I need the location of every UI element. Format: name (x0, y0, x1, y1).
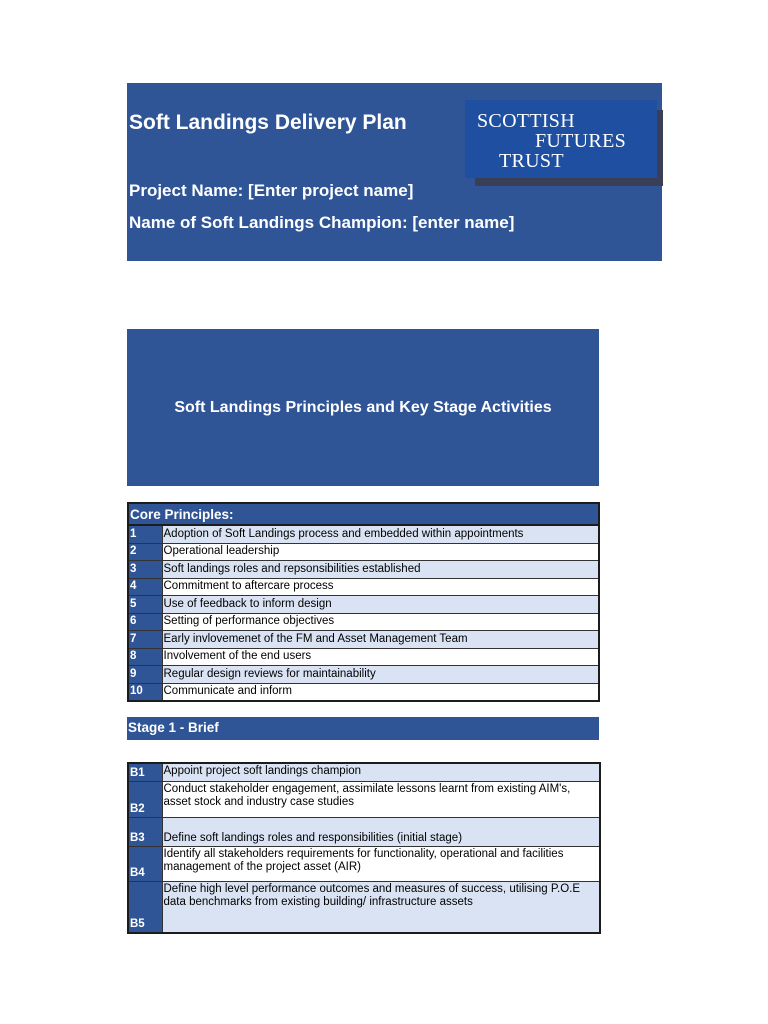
table-row (128, 781, 600, 817)
table-row (128, 578, 599, 596)
table-row (128, 648, 599, 666)
principle-text: Use of feedback to inform design (162, 596, 599, 614)
principle-number: 9 (128, 666, 162, 684)
principle-text: Early invlovemenet of the FM and Asset Management Team (162, 631, 599, 649)
table-row (128, 881, 600, 933)
table-row (128, 666, 599, 684)
principle-number: 3 (128, 561, 162, 579)
activity-text: Define soft landings roles and responsibilities (initial stage) (162, 817, 600, 846)
table-row (128, 817, 600, 846)
activity-code: B3 (128, 817, 162, 846)
scottish-futures-trust-logo (465, 100, 657, 178)
table-row (128, 763, 600, 781)
activity-code: B4 (128, 846, 162, 881)
table-row (128, 561, 599, 579)
principle-number: 4 (128, 578, 162, 596)
document-title: Soft Landings Delivery Plan (129, 111, 407, 134)
table-row (128, 525, 599, 543)
principle-text: Commitment to aftercare process (162, 578, 599, 596)
activity-code: B2 (128, 781, 162, 817)
principle-number: 10 (128, 683, 162, 701)
principle-text: Communicate and inform (162, 683, 599, 701)
principle-number: 5 (128, 596, 162, 614)
principle-text: Involvement of the end users (162, 648, 599, 666)
stage-1-title: Stage 1 - Brief (127, 717, 599, 740)
principle-text: Adoption of Soft Landings process and embedded within appointments (162, 525, 599, 543)
principle-text: Regular design reviews for maintainability (162, 666, 599, 684)
logo-line-1: SCOTTISH (477, 110, 575, 132)
table-row (128, 596, 599, 614)
principle-text: Setting of performance objectives (162, 613, 599, 631)
core-principles-table (127, 502, 600, 702)
principle-number: 1 (128, 525, 162, 543)
principle-number: 6 (128, 613, 162, 631)
activity-text: Define high level performance outcomes and measures of success, utilising P.O.E data benchmarks from existing building/ infrastructure assets (162, 881, 600, 933)
table-row (128, 846, 600, 881)
activity-text: Conduct stakeholder engagement, assimilate lessons learnt from existing AIM's, asset stock and industry case studies (162, 781, 600, 817)
principle-number: 7 (128, 631, 162, 649)
activity-text: Identify all stakeholders requirements for functionality, operational and facilities management of the project asset (AIR) (162, 846, 600, 881)
header-banner (127, 83, 662, 261)
table-row (128, 631, 599, 649)
activity-code: B5 (128, 881, 162, 933)
principle-number: 2 (128, 543, 162, 561)
table-row (128, 683, 599, 701)
table-row (128, 613, 599, 631)
activity-code: B1 (128, 763, 162, 781)
principle-number: 8 (128, 648, 162, 666)
table-row (128, 543, 599, 561)
principle-text: Operational leadership (162, 543, 599, 561)
logo-line-2: FUTURES (535, 130, 627, 152)
champion-name[interactable]: Name of Soft Landings Champion: [enter name] (129, 213, 515, 232)
logo-line-3: TRUST (499, 150, 564, 172)
principle-text: Soft landings roles and repsonsibilities established (162, 561, 599, 579)
core-principles-heading: Core Principles: (128, 503, 599, 525)
stage-1-table (127, 762, 601, 934)
activity-text: Appoint project soft landings champion (162, 763, 600, 781)
project-name[interactable]: Project Name: [Enter project name] (129, 181, 414, 200)
section-title: Soft Landings Principles and Key Stage Activities (127, 329, 599, 486)
